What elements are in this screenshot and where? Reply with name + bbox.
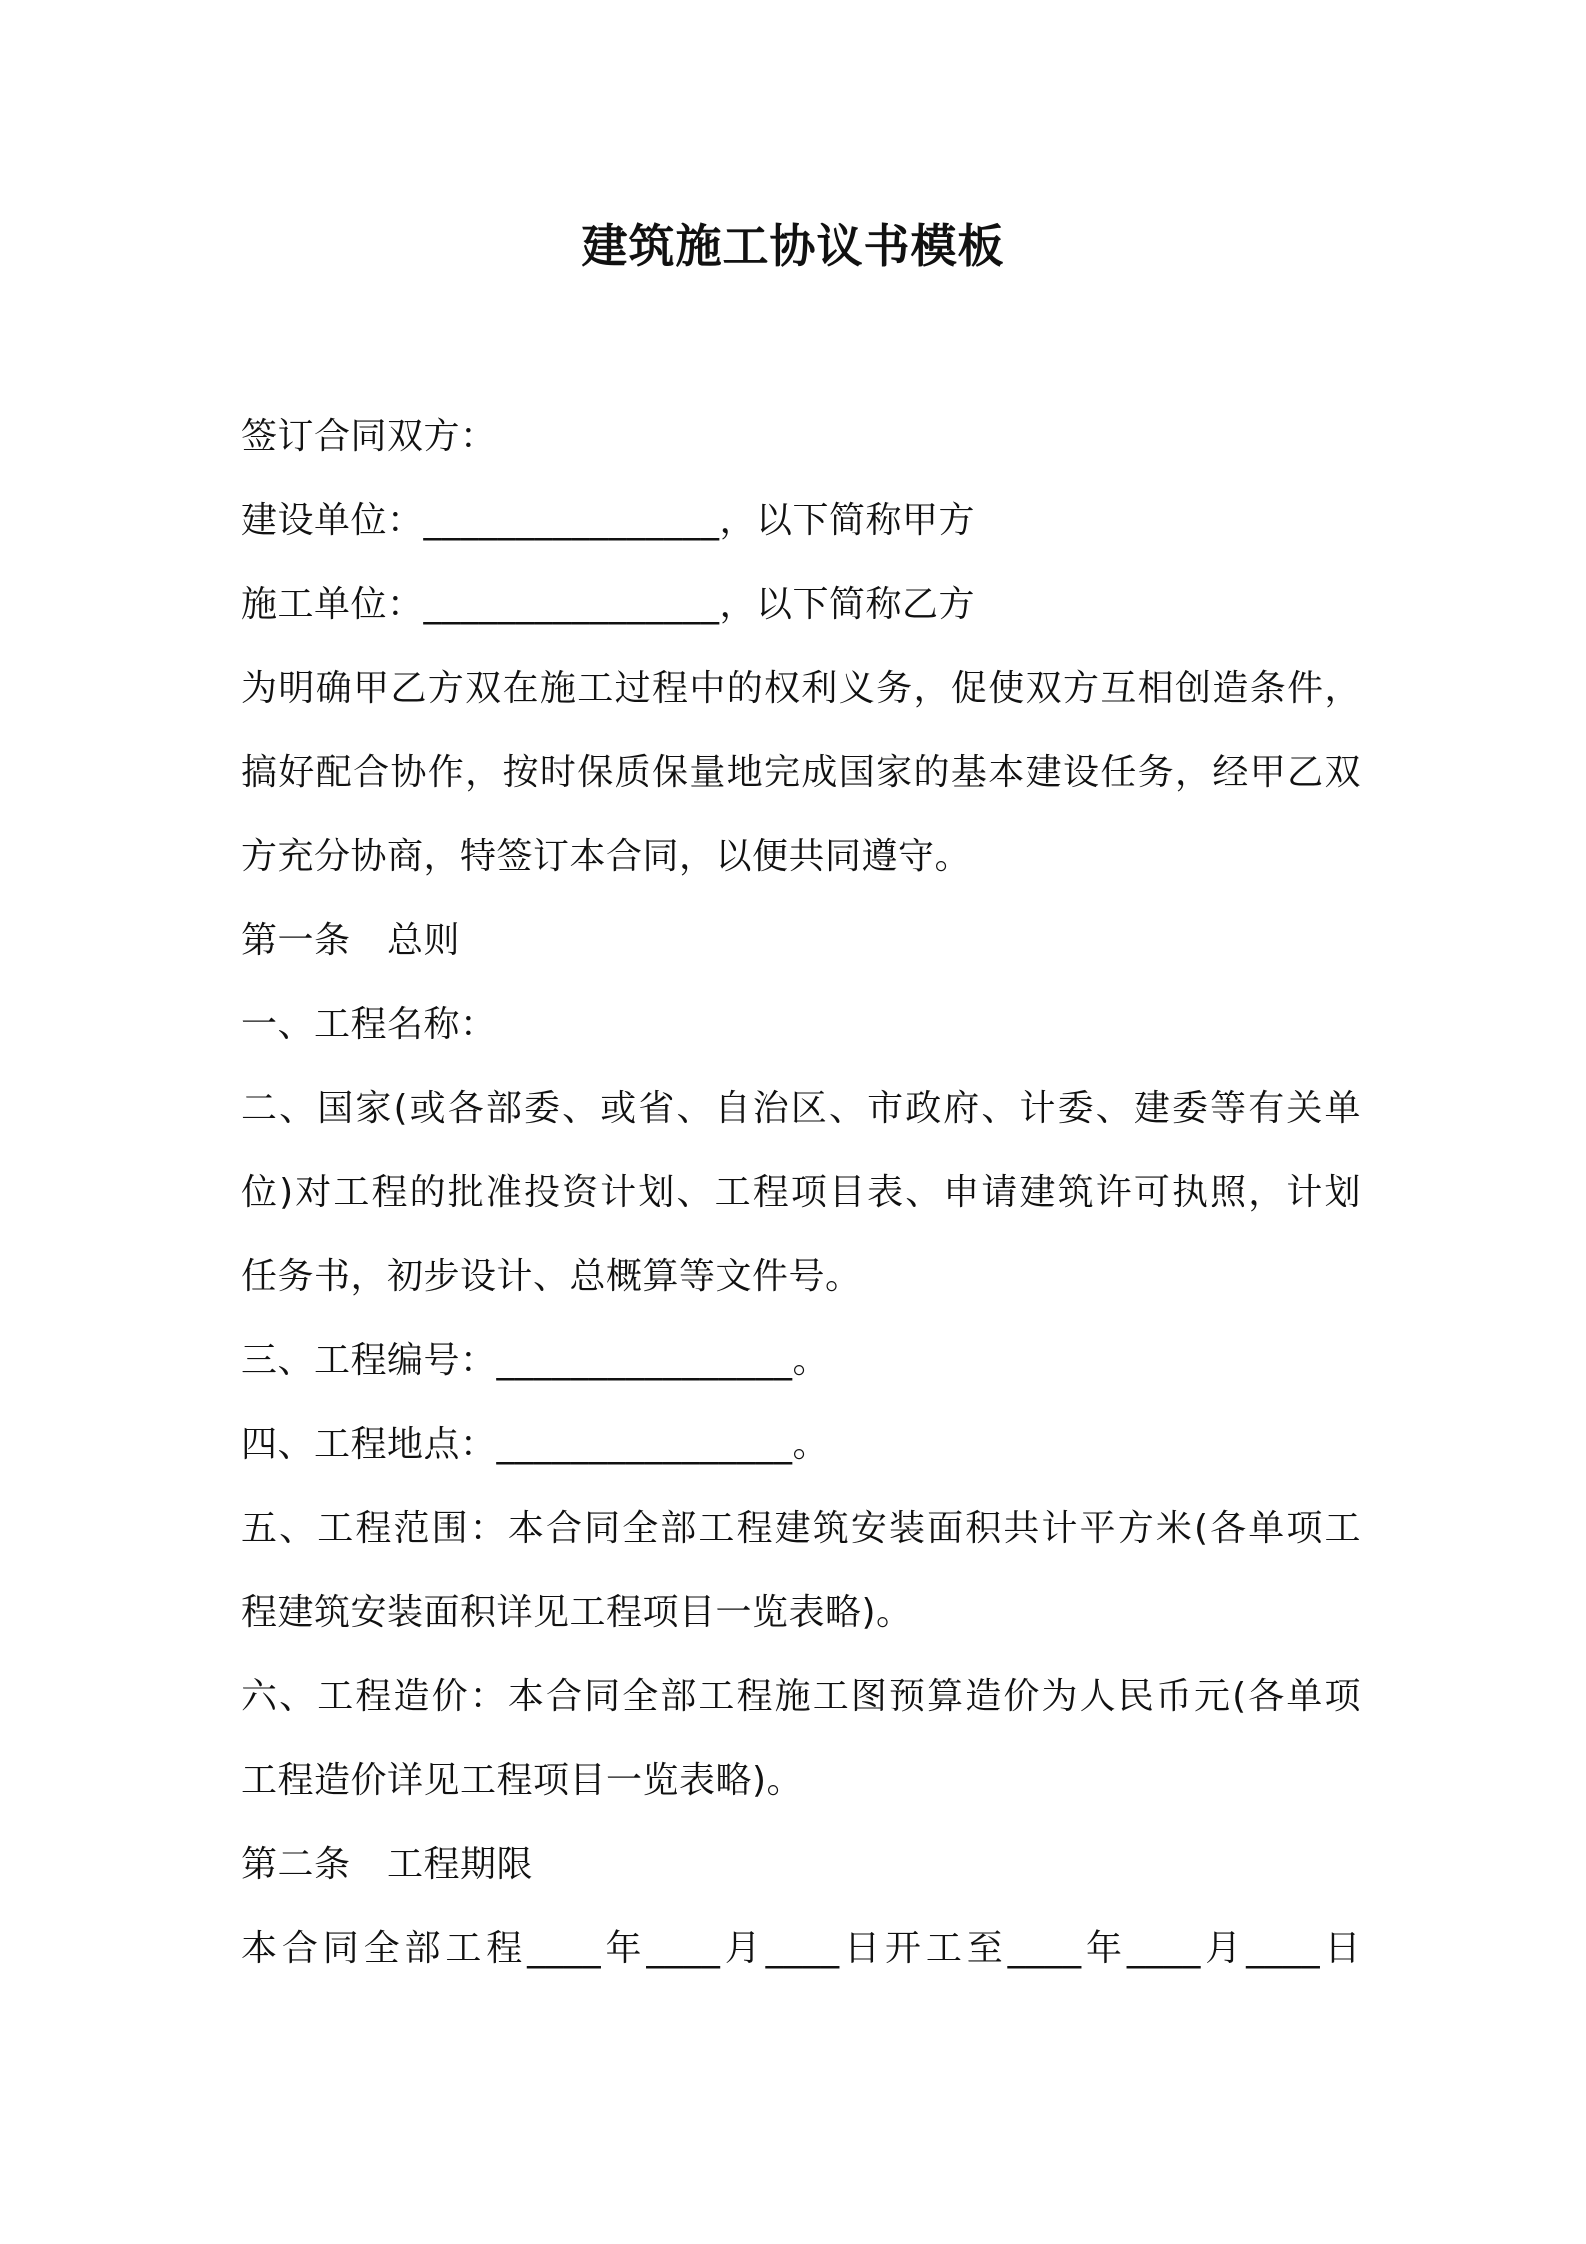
party-a-line: 建设单位：________________，以下简称甲方 (241, 500, 976, 541)
article-2-heading: 第二条 工程期限 (241, 1844, 534, 1885)
preamble-line-3: 方充分协商，特签订本合同，以便共同遵守。 (241, 836, 972, 877)
preamble-line-1: 为明确甲乙方双在施工过程中的权利义务，促使双方互相创造条件， (241, 668, 1361, 709)
parties-heading: 签订合同双方： (241, 416, 497, 457)
item-5-line-1: 五、工程范围：本合同全部工程建筑安装面积共计平方米(各单项工 (241, 1508, 1361, 1549)
item-6-line-1: 六、工程造价：本合同全部工程施工图预算造价为人民币元(各单项 (241, 1676, 1361, 1717)
schedule-line: 本合同全部工程____年____月____日开工至____年____月____日 (241, 1928, 1361, 1969)
item-1-project-name: 一、工程名称： (241, 1004, 497, 1045)
item-2-line-1: 二、国家(或各部委、或省、自治区、市政府、计委、建委等有关单 (241, 1088, 1361, 1129)
item-4-project-location: 四、工程地点：________________。 (241, 1424, 830, 1465)
party-b-line: 施工单位：________________，以下简称乙方 (241, 584, 976, 625)
document-title: 建筑施工协议书模板 (581, 219, 1005, 273)
item-2-line-3: 任务书，初步设计、总概算等文件号。 (241, 1256, 862, 1297)
item-2-line-2: 位)对工程的批准投资计划、工程项目表、申请建筑许可执照，计划 (241, 1172, 1361, 1213)
item-5-line-2: 程建筑安装面积详见工程项目一览表略)。 (241, 1592, 913, 1633)
item-6-line-2: 工程造价详见工程项目一览表略)。 (241, 1760, 804, 1801)
item-3-project-number: 三、工程编号：________________。 (241, 1340, 830, 1381)
article-1-heading: 第一条 总则 (241, 920, 461, 961)
preamble-line-2: 搞好配合协作，按时保质保量地完成国家的基本建设任务，经甲乙双 (241, 752, 1361, 793)
